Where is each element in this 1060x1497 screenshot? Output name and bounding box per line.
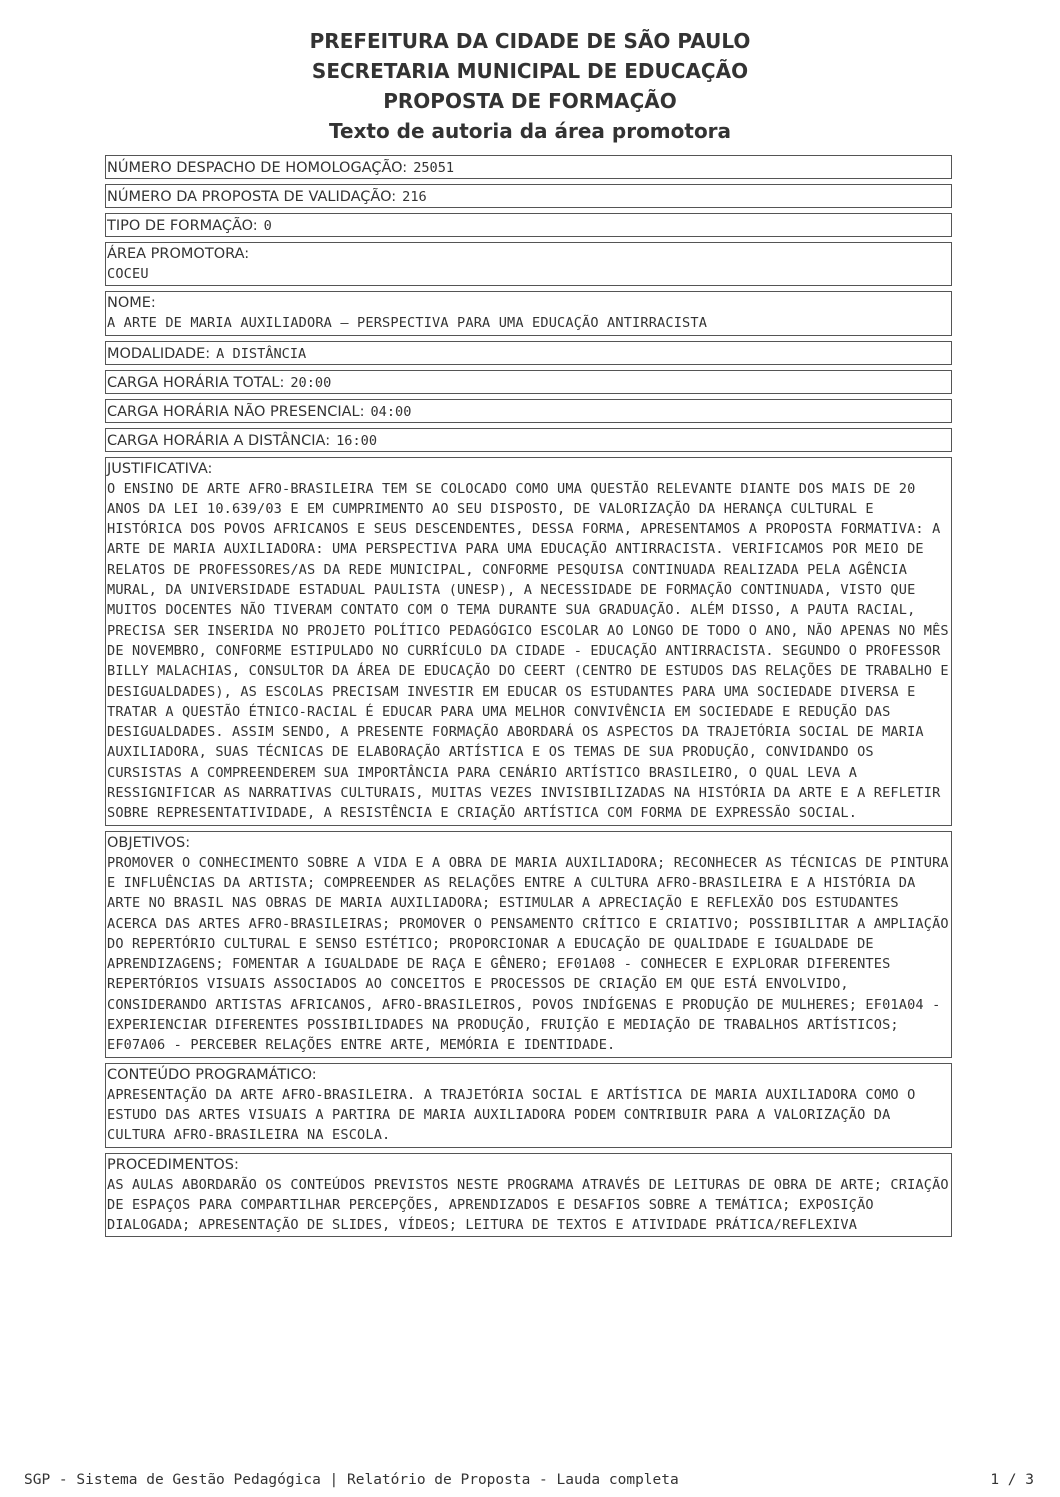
field-procedimentos-value: AS AULAS ABORDARÃO OS CONTEÚDOS PREVISTOS NESTE PROGRAMA ATRAVÉS DE LEITURAS DE OBRA DE ARTE; CRIAÇÃO DE ESPAÇOS PARA COMPARTILHAR PERCEPÇÕES, APRENDIZADOS E DESAFIOS SOBRE A TEMÁTICA; EXPOSIÇÃO DIALOGADA; APRESENTAÇÃO DE SLIDES, VÍDEOS; LEITURA DE TEXTOS E ATIVIDADE PRÁTICA/REFLEXIVA	[107, 1176, 949, 1234]
field-proposta-label: NÚMERO DA PROPOSTA DE VALIDAÇÃO:	[107, 189, 397, 205]
header-subtitle: Texto de autoria da área promotora	[328, 119, 732, 143]
fields-container	[105, 155, 952, 1242]
field-proposta	[105, 184, 952, 208]
field-procedimentos-label: PROCEDIMENTOS:	[107, 1156, 239, 1173]
field-proposta-value: 216	[402, 189, 427, 205]
field-objetivos-label: OBJETIVOS:	[107, 834, 191, 851]
field-modalidade-value: A DISTÂNCIA	[216, 345, 307, 362]
field-carga-distancia	[105, 428, 952, 452]
field-nome-label: NOME:	[107, 295, 156, 312]
field-area-label: ÁREA PROMOTORA:	[107, 246, 250, 262]
field-objetivos	[105, 831, 952, 1058]
field-justificativa-label: JUSTIFICATIVA:	[107, 460, 213, 477]
field-objetivos-value: PROMOVER O CONHECIMENTO SOBRE A VIDA E A OBRA DE MARIA AUXILIADORA; RECONHECER AS TÉCNICAS DE PINTURA E INFLUÊNCIAS DA ARTISTA; COMPREENDER AS RELAÇÕES ENTRE A CULTURA AFRO-BRASILEIRA E A HISTÓRIA DA ARTE NO BRASIL NAS OBRAS DE MARIA AUXILIADORA; ESTIMULAR A APRECIAÇÃO E REFLEXÃO DOS ESTUDANTES ACERCA DAS ARTES AFRO-BRASILEIRAS; PROMOVER O PENSAMENTO CRÍTICO E CRIATIVO; POSSIBILITAR A AMPLIAÇÃO DO REPERTÓRIO CULTURAL E SENSO ESTÉTICO; PROPORCIONAR A EDUCAÇÃO DE QUALIDADE E IGUALDADE DE APRENDIZAGENS; FOMENTAR A IGUALDADE DE RAÇA E GÊNERO; EF01A08 - CONHECER E EXPLORAR DIFERENTES REPERTÓRIOS VISUAIS ASSOCIADOS AO CONCEITOS E PROCESSOS DE CRIAÇÃO EM QUE ESTÁ ENVOLVIDO, CONSIDERANDO ARTISTAS AFRICANOS, AFRO-BRASILEIROS, POVOS INDÍGENAS E PRODUÇÃO DE MULHERES; EF01A04 - EXPERIENCIAR DIFERENTES POSSIBILIDADES NA PRODUÇÃO, FRUIÇÃO E MEDIAÇÃO DE TRABALHOS ARTÍSTICOS; EF07A06 - PERCEBER RELAÇÕES ENTRE ARTE, MEMÓRIA E IDENTIDADE.	[107, 854, 949, 1054]
header-proposta: PROPOSTA DE FORMAÇÃO	[383, 89, 677, 113]
field-carga-nao-presencial-value: 04:00	[370, 403, 412, 420]
header-secretaria: SECRETARIA MUNICIPAL DE EDUCAÇÃO	[311, 59, 749, 83]
field-despacho-value: 25051	[413, 160, 455, 176]
footer-system-name: SGP - Sistema de Gestão Pedagógica | Relatório de Proposta - Lauda completa	[24, 1472, 679, 1488]
field-justificativa-value: O ENSINO DE ARTE AFRO-BRASILEIRA TEM SE COLOCADO COMO UMA QUESTÃO RELEVANTE DIANTE DOS MAIS DE 20 ANOS DA LEI 10.639/03 E EM CUMPRIMENTO AO SEU DISPOSTO, DE VALORIZAÇÃO DA HERANÇA CULTURAL E HISTÓRICA DOS POVOS AFRICANOS E SEUS DESCENDENTES, DESSA FORMA, APRESENTAMOS A PROPOSTA FORMATIVA: A ARTE DE MARIA AUXILIADORA: UMA PERSPECTIVA PARA UMA EDUCAÇÃO ANTIRRACISTA. VERIFICAMOS POR MEIO DE RELATOS DE PROFESSORES/AS DA REDE MUNICIPAL, CONFORME PESQUISA CONTINUADA REALIZADA PELA AGÊNCIA MURAL, DA UNIVERSIDADE ESTADUAL PAULISTA (UNESP), A NECESSIDADE DE FORMAÇÃO CONTINUADA, VISTO QUE MUITOS DOCENTES NÃO TIVERAM CONTATO COM O TEMA DURANTE SUA GRADUAÇÃO. ALÉM DISSO, A PAUTA RACIAL, PRECISA SER INSERIDA NO PROJETO POLÍTICO PEDAGÓGICO ESCOLAR AO LONGO DE TODO O ANO, NÃO APENAS NO MÊS DE NOVEMBRO, CONFORME ESTIPULADO NO CURRÍCULO DA CIDADE - EDUCAÇÃO ANTIRRACISTA. SEGUNDO O PROFESSOR BILLY MALACHIAS, CONSULTOR DA ÁREA DE EDUCAÇÃO DO CEERT (CENTRO DE ESTUDOS DAS RELAÇÕES DE TRABALHO E DESIGUALDADES), AS ESCOLAS PRECISAM INVESTIR EM EDUCAR OS ESTUDANTES PARA UMA SOCIEDADE DIVERSA E TRATAR A QUESTÃO ÉTNICO-RACIAL É EDUCAR PARA UMA MELHOR CONVIVÊNCIA EM SOCIEDADE E REDUÇÃO DAS DESIGUALDADES. ASSIM SENDO, A PRESENTE FORMAÇÃO ABORDARÁ OS ASPECTOS DA TRAJETÓRIA SOCIAL DE MARIA AUXILIADORA, SUAS TÉCNICAS DE ELABORAÇÃO ARTÍSTICA E OS TEMAS DE SUA PRODUÇÃO, CONVIDANDO OS CURSISTAS A COMPREENDEREM SUA IMPORTÂNCIA PARA CENÁRIO ARTÍSTICO BRASILEIRO, O QUAL LEVA A RESSIGNIFICAR AS NARRATIVAS CULTURAIS, MUITAS VEZES INVISIBILIZADAS NA HISTÓRIA DA ARTE E A REFLETIR SOBRE REPRESENTATIVIDADE, A RESISTÊNCIA E CRIAÇÃO ARTÍSTICA COM FORMA DE EXPRESSÃO SOCIAL.	[107, 480, 949, 822]
field-conteudo-label: CONTEÚDO PROGRAMÁTICO:	[107, 1066, 317, 1083]
field-carga-total	[105, 370, 952, 394]
field-modalidade	[105, 341, 952, 365]
field-justificativa	[105, 457, 952, 826]
field-nome-value: A ARTE DE MARIA AUXILIADORA – PERSPECTIVA PARA UMA EDUCAÇÃO ANTIRRACISTA	[107, 315, 708, 332]
field-modalidade-label: MODALIDADE:	[107, 345, 211, 362]
field-carga-distancia-value: 16:00	[336, 432, 378, 449]
field-despacho-label: NÚMERO DESPACHO DE HOMOLOGAÇÃO:	[107, 160, 408, 176]
field-nome	[105, 291, 952, 335]
field-carga-nao-presencial-label: CARGA HORÁRIA NÃO PRESENCIAL:	[107, 403, 365, 420]
field-area	[105, 242, 952, 286]
field-carga-total-value: 20:00	[290, 374, 332, 391]
field-conteudo-value: APRESENTAÇÃO DA ARTE AFRO-BRASILEIRA. A TRAJETÓRIA SOCIAL E ARTÍSTICA DE MARIA AUXILIADORA COMO O ESTUDO DAS ARTES VISUAIS A PARTIRA DE MARIA AUXILIADORA PODEM CONTRIBUIR PARA A VALORIZAÇÃO DA CULTURA AFRO-BRASILEIRA NA ESCOLA.	[107, 1086, 916, 1144]
field-carga-total-label: CARGA HORÁRIA TOTAL:	[107, 374, 285, 391]
field-tipo	[105, 213, 952, 237]
document-header	[0, 26, 1060, 146]
field-carga-distancia-label: CARGA HORÁRIA A DISTÂNCIA:	[107, 432, 331, 449]
field-tipo-label: TIPO DE FORMAÇÃO:	[107, 218, 258, 234]
field-despacho	[105, 155, 952, 179]
page-footer	[24, 1472, 1034, 1494]
footer-page-number: 1 / 3	[990, 1472, 1034, 1488]
field-tipo-value: 0	[263, 218, 272, 234]
field-area-value: COCEU	[107, 266, 149, 282]
field-carga-nao-presencial	[105, 399, 952, 423]
header-prefeitura: PREFEITURA DA CIDADE DE SÃO PAULO	[309, 29, 751, 53]
field-conteudo	[105, 1063, 952, 1148]
field-procedimentos	[105, 1153, 952, 1238]
